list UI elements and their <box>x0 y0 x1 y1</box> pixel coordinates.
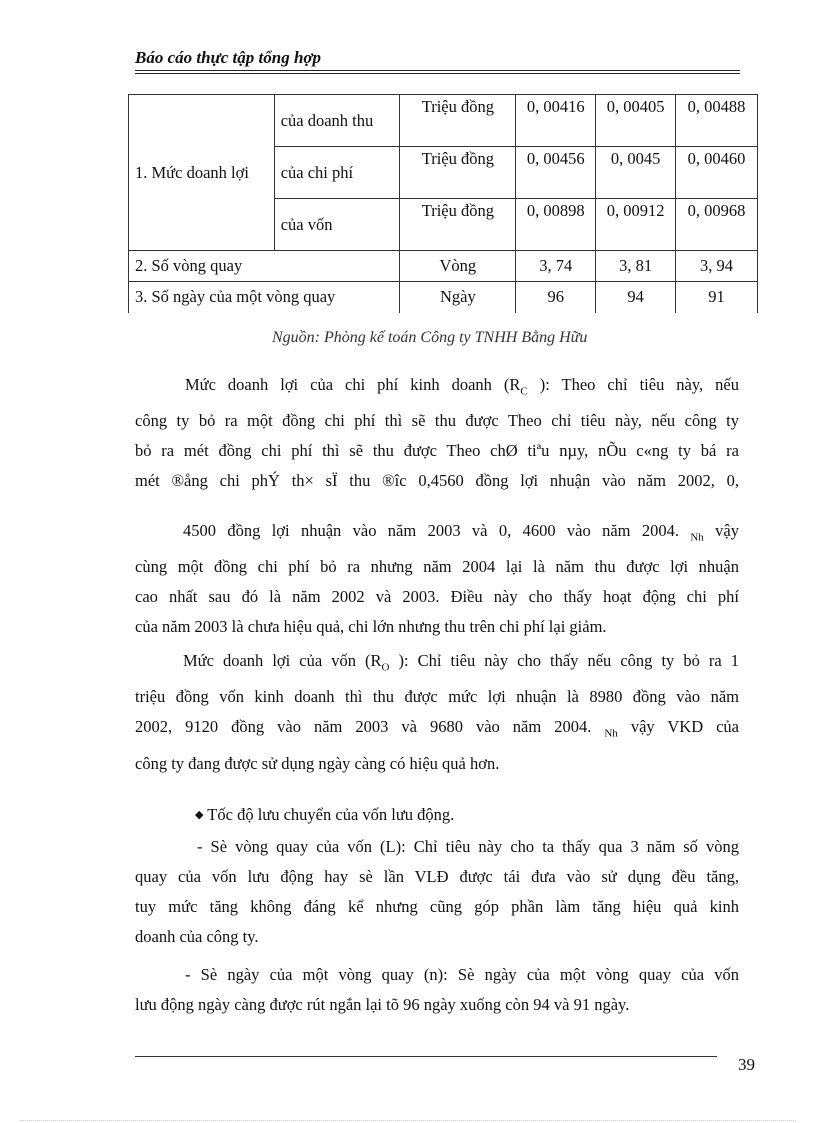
group-label-cell: 1. Mức doanh lợi <box>129 95 275 251</box>
unit-cell: Ngày <box>400 282 516 313</box>
page-header-title: Báo cáo thực tập tổng hợp <box>135 48 322 67</box>
paragraph-cost-profitability: Mức doanh lợi của chi phí kinh doanh ($R_C$ ): Theo chỉ tiêu này, nếu công ty bỏ ra một đồng chi phí thì sẽ thu được Theo chỉ tiêu này, nếu công ty bỏ ra mét đồng chi phí thì sẽ thu được Theo chØ tiªu nµy, nÕu c«ng ty bá ra mét ®ång chi phÝ th× sÏ thu ®îc 0,4560 đồng lợi nhuận vào năm 2002, 0, <box>135 375 739 491</box>
unit-cell: Triệu đồng <box>400 199 516 251</box>
value-cell: 0, 00456 <box>516 147 596 199</box>
diamond-bullet-icon: ◆ <box>195 809 204 821</box>
header-rule <box>135 70 740 71</box>
table-row <box>129 251 758 282</box>
paragraph-turnover-count: - Sè vòng quay của vốn (L): Chỉ tiêu này cho ta thấy qua 3 năm số vòng quay của vốn lưu động hay sè lần VLĐ được tái đưa vào sử dụng đều tăng, tuy mức tăng không đáng kể nhưng cũng góp phần làm tăng hiệu quả kinh doanh của công ty. <box>135 837 739 946</box>
profitability-table <box>128 94 758 313</box>
paragraph-turnover-days: - Sè ngày của một vòng quay (n): Sè ngày của một vòng quay của vốn lưu động ngày càng được rút ngắn lại tõ 96 ngày xuống còn 94 và 91 ngày. <box>135 965 739 1014</box>
page-edge <box>20 1120 796 1121</box>
sub-label-cell: của chi phí <box>274 147 400 199</box>
value-cell: 0, 00460 <box>676 147 758 199</box>
unit-cell: Vòng <box>400 251 516 282</box>
row-label-cell: 3. Số ngày của một vòng quay <box>129 282 400 313</box>
value-cell: 91 <box>676 282 758 313</box>
footer-rule <box>135 1056 717 1057</box>
value-cell: 3, 81 <box>596 251 676 282</box>
row-label-cell: 2. Số vòng quay <box>129 251 400 282</box>
value-cell: 0, 00416 <box>516 95 596 147</box>
paragraph-capital-profitability: Mức doanh lợi của vốn ($R_O$ ): Chỉ tiêu này cho thấy nếu công ty bỏ ra 1 triệu đồng vốn kinh doanh thì thu được mức lợi nhuận là 8980 đồng vào năm 2002, 9120 đồng vào năm 2003 và 9680 vào năm 2004. $_{Nh}$ vậy VKD của công ty đang được sử dụng ngày càng có hiệu quả hơn. <box>135 651 740 773</box>
unit-cell: Triệu đồng <box>400 95 516 147</box>
table-row <box>129 95 758 147</box>
bullet-heading: ◆ Tốc độ lưu chuyển của vốn lưu động. <box>195 805 455 824</box>
sub-label-cell: của vốn <box>274 199 400 251</box>
value-cell: 3, 94 <box>676 251 758 282</box>
sub-label-cell: của doanh thu <box>274 95 400 147</box>
page-number: 39 <box>738 1055 755 1074</box>
value-cell: 0, 0045 <box>596 147 676 199</box>
value-cell: 0, 00912 <box>596 199 676 251</box>
header-rule-thin <box>135 73 740 74</box>
value-cell: 0, 00898 <box>516 199 596 251</box>
value-cell: 3, 74 <box>516 251 596 282</box>
value-cell: 96 <box>516 282 596 313</box>
table-row <box>129 282 758 313</box>
value-cell: 94 <box>596 282 676 313</box>
value-cell: 0, 00968 <box>676 199 758 251</box>
value-cell: 0, 00405 <box>596 95 676 147</box>
value-cell: 0, 00488 <box>676 95 758 147</box>
table-source-note: Nguồn: Phòng kế toán Công ty TNHH Bằng Hữu <box>272 329 588 346</box>
unit-cell: Triệu đồng <box>400 147 516 199</box>
paragraph-cost-comparison: 4500 đồng lợi nhuận vào năm 2003 và 0, 4600 vào năm 2004. $_{Nh}$ vậy cùng một đồng chi phí bỏ ra nhưng năm 2004 lại là năm thu được lợi nhuận cao nhất sau đó là năm 2002 và 2003. Điều này cho thấy hoạt động chi phí của năm 2003 là chưa hiệu quả, chi lớn nhưng thu trên chi phí lại giảm. <box>135 521 739 637</box>
